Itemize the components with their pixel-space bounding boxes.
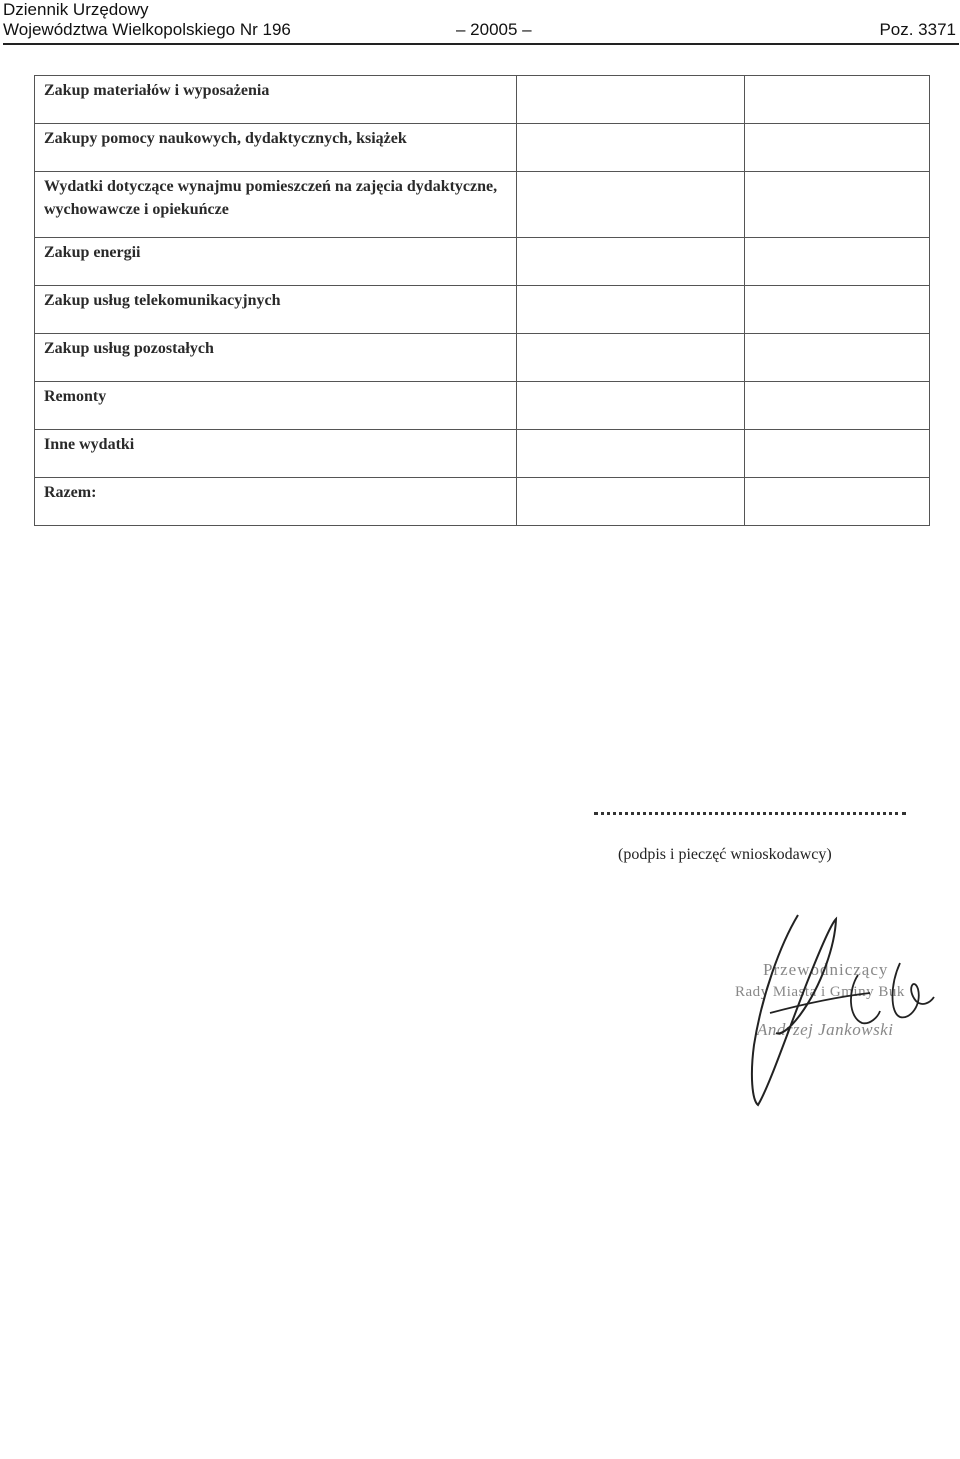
value-cell[interactable] bbox=[745, 76, 930, 124]
signature-caption: (podpis i pieczęć wnioskodawcy) bbox=[618, 846, 832, 863]
table-row bbox=[35, 172, 930, 238]
value-cell[interactable] bbox=[745, 478, 930, 526]
value-cell[interactable] bbox=[517, 430, 745, 478]
table-row bbox=[35, 76, 930, 124]
value-cell[interactable] bbox=[517, 238, 745, 286]
table-row bbox=[35, 382, 930, 430]
value-cell[interactable] bbox=[517, 286, 745, 334]
page-number: – 20005 – bbox=[456, 20, 532, 39]
row-label: Zakup energii bbox=[35, 238, 517, 286]
value-cell[interactable] bbox=[517, 172, 745, 238]
position-number: Poz. 3371 bbox=[879, 20, 956, 39]
row-label: Razem: bbox=[35, 478, 517, 526]
row-label: Zakup usług pozostałych bbox=[35, 334, 517, 382]
handwritten-signature bbox=[740, 905, 940, 1115]
header-rule bbox=[3, 43, 959, 45]
value-cell[interactable] bbox=[745, 238, 930, 286]
value-cell[interactable] bbox=[517, 124, 745, 172]
row-label: Zakup materiałów i wyposażenia bbox=[35, 76, 517, 124]
value-cell[interactable] bbox=[517, 382, 745, 430]
value-cell[interactable] bbox=[517, 478, 745, 526]
row-label: Inne wydatki bbox=[35, 430, 517, 478]
issue-title: Województwa Wielkopolskiego Nr 196 bbox=[3, 20, 291, 39]
stamp-line-title: Przewodniczący bbox=[763, 960, 889, 979]
table-row bbox=[35, 124, 930, 172]
row-label: Zakup usług telekomunikacyjnych bbox=[35, 286, 517, 334]
value-cell[interactable] bbox=[745, 172, 930, 238]
value-cell[interactable] bbox=[517, 334, 745, 382]
table-row bbox=[35, 238, 930, 286]
value-cell[interactable] bbox=[745, 286, 930, 334]
page-header bbox=[3, 0, 958, 46]
value-cell[interactable] bbox=[745, 430, 930, 478]
row-label: Remonty bbox=[35, 382, 517, 430]
value-cell[interactable] bbox=[745, 334, 930, 382]
table-row bbox=[35, 334, 930, 382]
stamp-line-council: Rady Miasta i Gminy Buk bbox=[735, 984, 905, 1000]
table-row-total bbox=[35, 478, 930, 526]
table-row bbox=[35, 430, 930, 478]
stamp-line-name: Andrzej Jankowski bbox=[757, 1020, 894, 1039]
value-cell[interactable] bbox=[745, 382, 930, 430]
journal-title: Dziennik Urzędowy bbox=[3, 0, 149, 19]
costs-table bbox=[34, 75, 930, 526]
value-cell[interactable] bbox=[517, 76, 745, 124]
value-cell[interactable] bbox=[745, 124, 930, 172]
row-label: Wydatki dotyczące wynajmu pomieszczeń na zajęcia dydaktyczne, wychowawcze i opiekuńcze bbox=[35, 172, 517, 238]
table-row bbox=[35, 286, 930, 334]
signature-dotted-line bbox=[594, 812, 906, 815]
row-label: Zakupy pomocy naukowych, dydaktycznych, książek bbox=[35, 124, 517, 172]
